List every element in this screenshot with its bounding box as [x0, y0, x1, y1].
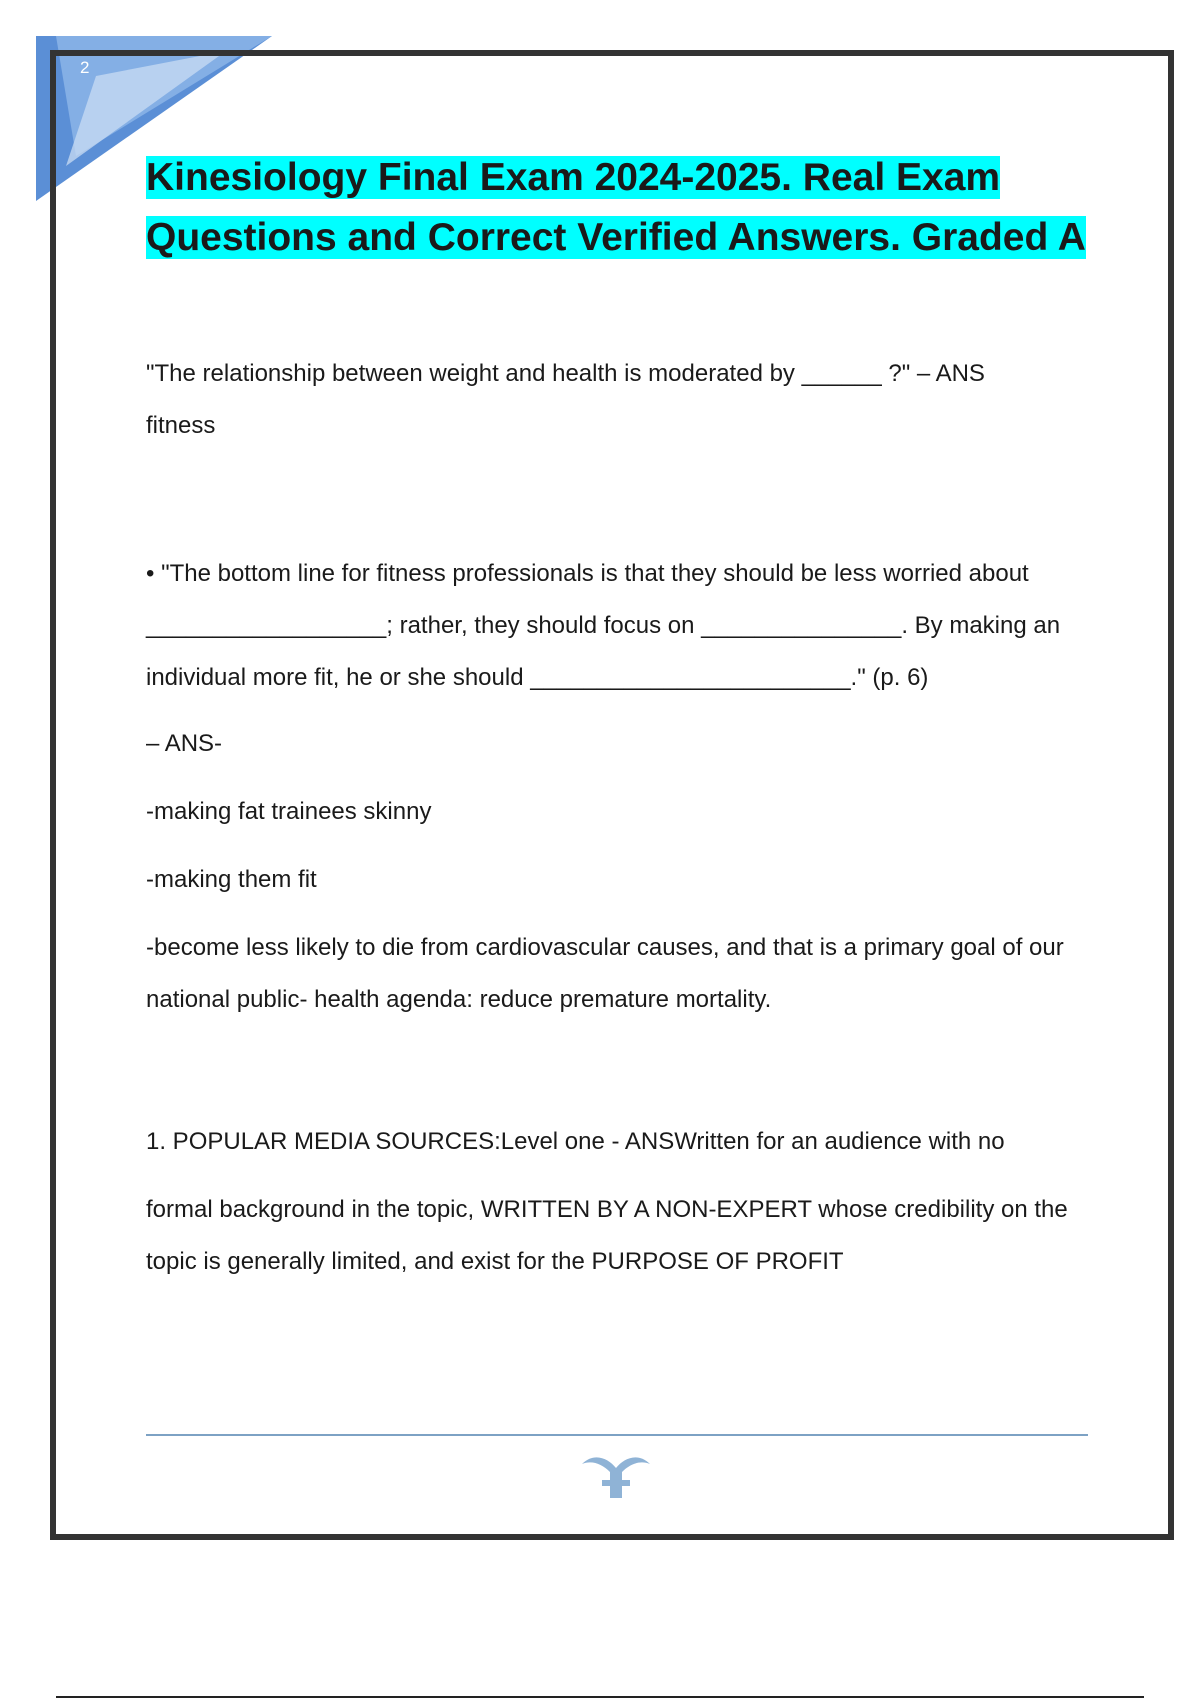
question-1-answer: fitness — [146, 412, 216, 439]
question-2-answer-3: -become less likely to die from cardiovascular causes, and that is a primary goal of our national public- health agenda: reduce premature mortality. — [146, 934, 1064, 1013]
question-1 — [146, 348, 1092, 452]
footer-divider — [146, 1434, 1088, 1436]
question-3-text: 1. POPULAR MEDIA SOURCES:Level one - ANSWritten for an audience with no — [146, 1128, 1005, 1155]
document-title-text: Kinesiology Final Exam 2024-2025. Real Exam Questions and Correct Verified Answers. Graded A — [146, 156, 1086, 259]
question-2-answer-lead: – ANS- — [146, 730, 223, 757]
fleur-ornament-icon — [578, 1450, 654, 1504]
page-bottom-rule — [56, 1696, 1144, 1698]
question-3-answer: formal background in the topic, WRITTEN BY A NON-EXPERT whose credibility on the topic is generally limited, and exist for the PURPOSE OF PROFIT — [146, 1196, 1068, 1275]
question-1-text: "The relationship between weight and health is moderated by ______ ?" – ANS — [146, 360, 985, 387]
document-body — [146, 148, 1092, 1288]
document-title — [146, 148, 1092, 268]
question-2-answer-2: -making them fit — [146, 866, 317, 893]
page-number: 2 — [80, 58, 90, 77]
question-2-text: • "The bottom line for fitness professionals is that they should be less worried about __________________; rather, they should focus on _______________. By making an individual more fit, he or she should ________________________." (p. 6) — [146, 560, 1061, 691]
question-2-answer-1: -making fat trainees skinny — [146, 798, 432, 825]
